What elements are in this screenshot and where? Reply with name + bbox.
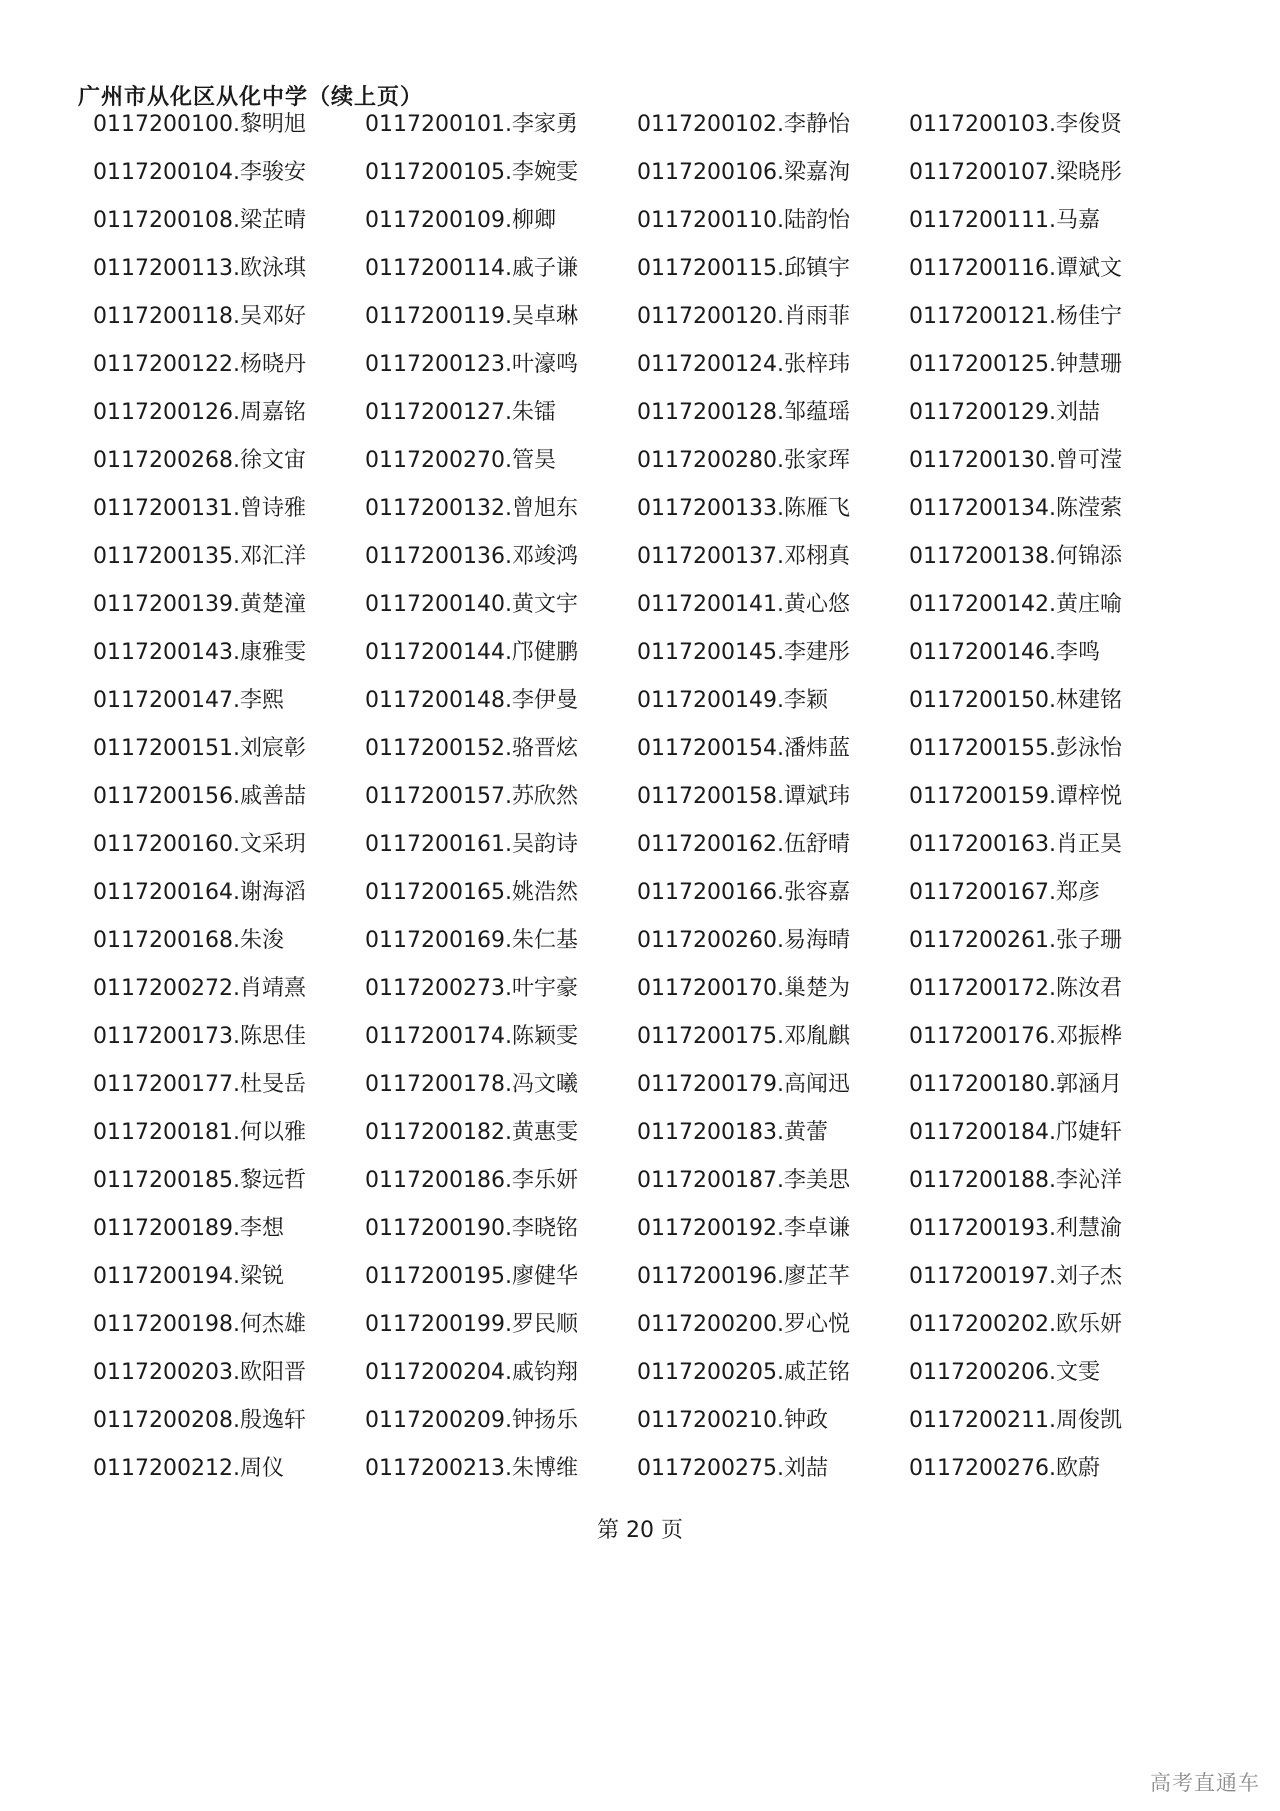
roster-entry: 0117200182.黄惠雯 xyxy=(365,1120,578,1145)
roster-entry: 0117200155.彭泳怡 xyxy=(909,736,1122,761)
roster-entry: 0117200111.马嘉 xyxy=(909,208,1100,233)
roster-entry: 0117200178.冯文曦 xyxy=(365,1072,578,1097)
roster-entry: 0117200134.陈滢萦 xyxy=(909,496,1122,521)
roster-entry: 0117200260.易海晴 xyxy=(637,928,850,953)
roster-entry: 0117200273.叶宇豪 xyxy=(365,976,578,1001)
roster-entry: 0117200145.李建彤 xyxy=(637,640,850,665)
roster-entry: 0117200161.吴韵诗 xyxy=(365,832,578,857)
roster-entry: 0117200158.谭斌玮 xyxy=(637,784,850,809)
roster-entry: 0117200154.潘炜蓝 xyxy=(637,736,850,761)
roster-entry: 0117200186.李乐妍 xyxy=(365,1168,578,1193)
roster-entry: 0117200157.苏欣然 xyxy=(365,784,578,809)
roster-entry: 0117200122.杨晓丹 xyxy=(93,352,306,377)
roster-entry: 0117200192.李卓谦 xyxy=(637,1216,850,1241)
roster-grid xyxy=(93,112,1213,1514)
roster-entry: 0117200162.伍舒晴 xyxy=(637,832,850,857)
roster-entry: 0117200276.欧蔚 xyxy=(909,1456,1100,1481)
roster-entry: 0117200181.何以雅 xyxy=(93,1120,306,1145)
roster-entry: 0117200101.李家勇 xyxy=(365,112,578,137)
roster-entry: 0117200268.徐文宙 xyxy=(93,448,306,473)
roster-entry: 0117200133.陈雁飞 xyxy=(637,496,850,521)
roster-entry: 0117200197.刘子杰 xyxy=(909,1264,1122,1289)
roster-entry: 0117200138.何锦添 xyxy=(909,544,1122,569)
roster-entry: 0117200167.郑彦 xyxy=(909,880,1100,905)
roster-entry: 0117200210.钟政 xyxy=(637,1408,828,1433)
roster-entry: 0117200136.邓竣鸿 xyxy=(365,544,578,569)
roster-entry: 0117200147.李熙 xyxy=(93,688,284,713)
roster-entry: 0117200196.廖芷芊 xyxy=(637,1264,850,1289)
roster-entry: 0117200272.肖靖熹 xyxy=(93,976,306,1001)
roster-entry: 0117200172.陈汝君 xyxy=(909,976,1122,1001)
roster-entry: 0117200190.李晓铭 xyxy=(365,1216,578,1241)
roster-entry: 0117200156.戚善喆 xyxy=(93,784,306,809)
roster-entry: 0117200102.李静怡 xyxy=(637,112,850,137)
roster-entry: 0117200103.李俊贤 xyxy=(909,112,1122,137)
roster-entry: 0117200139.黄楚潼 xyxy=(93,592,306,617)
roster-entry: 0117200120.肖雨菲 xyxy=(637,304,850,329)
roster-entry: 0117200173.陈思佳 xyxy=(93,1024,306,1049)
roster-entry: 0117200194.梁锐 xyxy=(93,1264,284,1289)
roster-entry: 0117200104.李骏安 xyxy=(93,160,306,185)
roster-entry: 0117200204.戚钧翔 xyxy=(365,1360,578,1385)
roster-entry: 0117200148.李伊曼 xyxy=(365,688,578,713)
roster-entry: 0117200115.邱镇宇 xyxy=(637,256,850,281)
roster-entry: 0117200198.何杰雄 xyxy=(93,1312,306,1337)
roster-entry: 0117200108.梁芷晴 xyxy=(93,208,306,233)
roster-entry: 0117200185.黎远哲 xyxy=(93,1168,306,1193)
roster-entry: 0117200135.邓汇洋 xyxy=(93,544,306,569)
roster-entry: 0117200105.李婉雯 xyxy=(365,160,578,185)
roster-entry: 0117200275.刘喆 xyxy=(637,1456,828,1481)
roster-entry: 0117200116.谭斌文 xyxy=(909,256,1122,281)
roster-entry: 0117200179.高闻迅 xyxy=(637,1072,850,1097)
roster-entry: 0117200209.钟扬乐 xyxy=(365,1408,578,1433)
roster-entry: 0117200124.张梓玮 xyxy=(637,352,850,377)
roster-entry: 0117200177.杜旻岳 xyxy=(93,1072,306,1097)
roster-entry: 0117200183.黄蕾 xyxy=(637,1120,828,1145)
roster-entry: 0117200193.利慧渝 xyxy=(909,1216,1122,1241)
roster-entry: 0117200175.邓胤麒 xyxy=(637,1024,850,1049)
roster-entry: 0117200144.邝健鹏 xyxy=(365,640,578,665)
roster-entry: 0117200142.黄庄喻 xyxy=(909,592,1122,617)
roster-entry: 0117200121.杨佳宁 xyxy=(909,304,1122,329)
roster-entry: 0117200107.梁晓彤 xyxy=(909,160,1122,185)
roster-entry: 0117200200.罗心悦 xyxy=(637,1312,850,1337)
roster-entry: 0117200202.欧乐妍 xyxy=(909,1312,1122,1337)
roster-entry: 0117200125.钟慧珊 xyxy=(909,352,1122,377)
roster-entry: 0117200213.朱博维 xyxy=(365,1456,578,1481)
roster-entry: 0117200127.朱镭 xyxy=(365,400,556,425)
roster-entry: 0117200159.谭梓悦 xyxy=(909,784,1122,809)
roster-entry: 0117200110.陆韵怡 xyxy=(637,208,850,233)
roster-entry: 0117200109.柳卿 xyxy=(365,208,556,233)
roster-entry: 0117200123.叶濠鸣 xyxy=(365,352,578,377)
roster-entry: 0117200113.欧泳琪 xyxy=(93,256,306,281)
watermark: 高考直通车 xyxy=(1150,1771,1260,1795)
roster-entry: 0117200211.周俊凯 xyxy=(909,1408,1122,1433)
roster-entry: 0117200199.罗民顺 xyxy=(365,1312,578,1337)
roster-entry: 0117200176.邓振桦 xyxy=(909,1024,1122,1049)
roster-entry: 0117200130.曾可滢 xyxy=(909,448,1122,473)
roster-entry: 0117200168.朱浚 xyxy=(93,928,284,953)
page-title: 广州市从化区从化中学（续上页） xyxy=(78,85,424,110)
roster-entry: 0117200126.周嘉铭 xyxy=(93,400,306,425)
roster-entry: 0117200129.刘喆 xyxy=(909,400,1100,425)
roster-entry: 0117200187.李美思 xyxy=(637,1168,850,1193)
roster-entry: 0117200270.管昊 xyxy=(365,448,556,473)
roster-entry: 0117200119.吴卓琳 xyxy=(365,304,578,329)
roster-entry: 0117200141.黄心悠 xyxy=(637,592,850,617)
roster-entry: 0117200137.邓栩真 xyxy=(637,544,850,569)
roster-entry: 0117200149.李颖 xyxy=(637,688,828,713)
roster-entry: 0117200106.梁嘉洵 xyxy=(637,160,850,185)
roster-entry: 0117200189.李想 xyxy=(93,1216,284,1241)
roster-entry: 0117200163.肖正昊 xyxy=(909,832,1122,857)
roster-entry: 0117200132.曾旭东 xyxy=(365,496,578,521)
roster-entry: 0117200169.朱仁基 xyxy=(365,928,578,953)
roster-entry: 0117200174.陈颖雯 xyxy=(365,1024,578,1049)
roster-entry: 0117200160.文采玥 xyxy=(93,832,306,857)
roster-entry: 0117200165.姚浩然 xyxy=(365,880,578,905)
roster-entry: 0117200184.邝婕轩 xyxy=(909,1120,1122,1145)
roster-entry: 0117200170.巢楚为 xyxy=(637,976,850,1001)
roster-entry: 0117200151.刘宸彰 xyxy=(93,736,306,761)
roster-entry: 0117200140.黄文宇 xyxy=(365,592,578,617)
roster-entry: 0117200143.康雅雯 xyxy=(93,640,306,665)
roster-entry: 0117200118.吴邓好 xyxy=(93,304,306,329)
roster-entry: 0117200152.骆晋炫 xyxy=(365,736,578,761)
roster-entry: 0117200195.廖健华 xyxy=(365,1264,578,1289)
roster-entry: 0117200164.谢海滔 xyxy=(93,880,306,905)
roster-entry: 0117200150.林建铭 xyxy=(909,688,1122,713)
roster-entry: 0117200100.黎明旭 xyxy=(93,112,306,137)
roster-entry: 0117200146.李鸣 xyxy=(909,640,1100,665)
page-number: 第 20 页 xyxy=(597,1518,683,1543)
roster-entry: 0117200114.戚子谦 xyxy=(365,256,578,281)
roster-entry: 0117200206.文雯 xyxy=(909,1360,1100,1385)
roster-entry: 0117200166.张容嘉 xyxy=(637,880,850,905)
roster-entry: 0117200128.邹蕴瑶 xyxy=(637,400,850,425)
roster-entry: 0117200205.戚芷铭 xyxy=(637,1360,850,1385)
roster-entry: 0117200261.张子珊 xyxy=(909,928,1122,953)
roster-entry: 0117200212.周仪 xyxy=(93,1456,284,1481)
roster-entry: 0117200188.李沁洋 xyxy=(909,1168,1122,1193)
roster-entry: 0117200180.郭涵月 xyxy=(909,1072,1122,1097)
roster-entry: 0117200131.曾诗雅 xyxy=(93,496,306,521)
roster-entry: 0117200208.殷逸轩 xyxy=(93,1408,306,1433)
roster-entry: 0117200280.张家珲 xyxy=(637,448,850,473)
roster-entry: 0117200203.欧阳晋 xyxy=(93,1360,306,1385)
